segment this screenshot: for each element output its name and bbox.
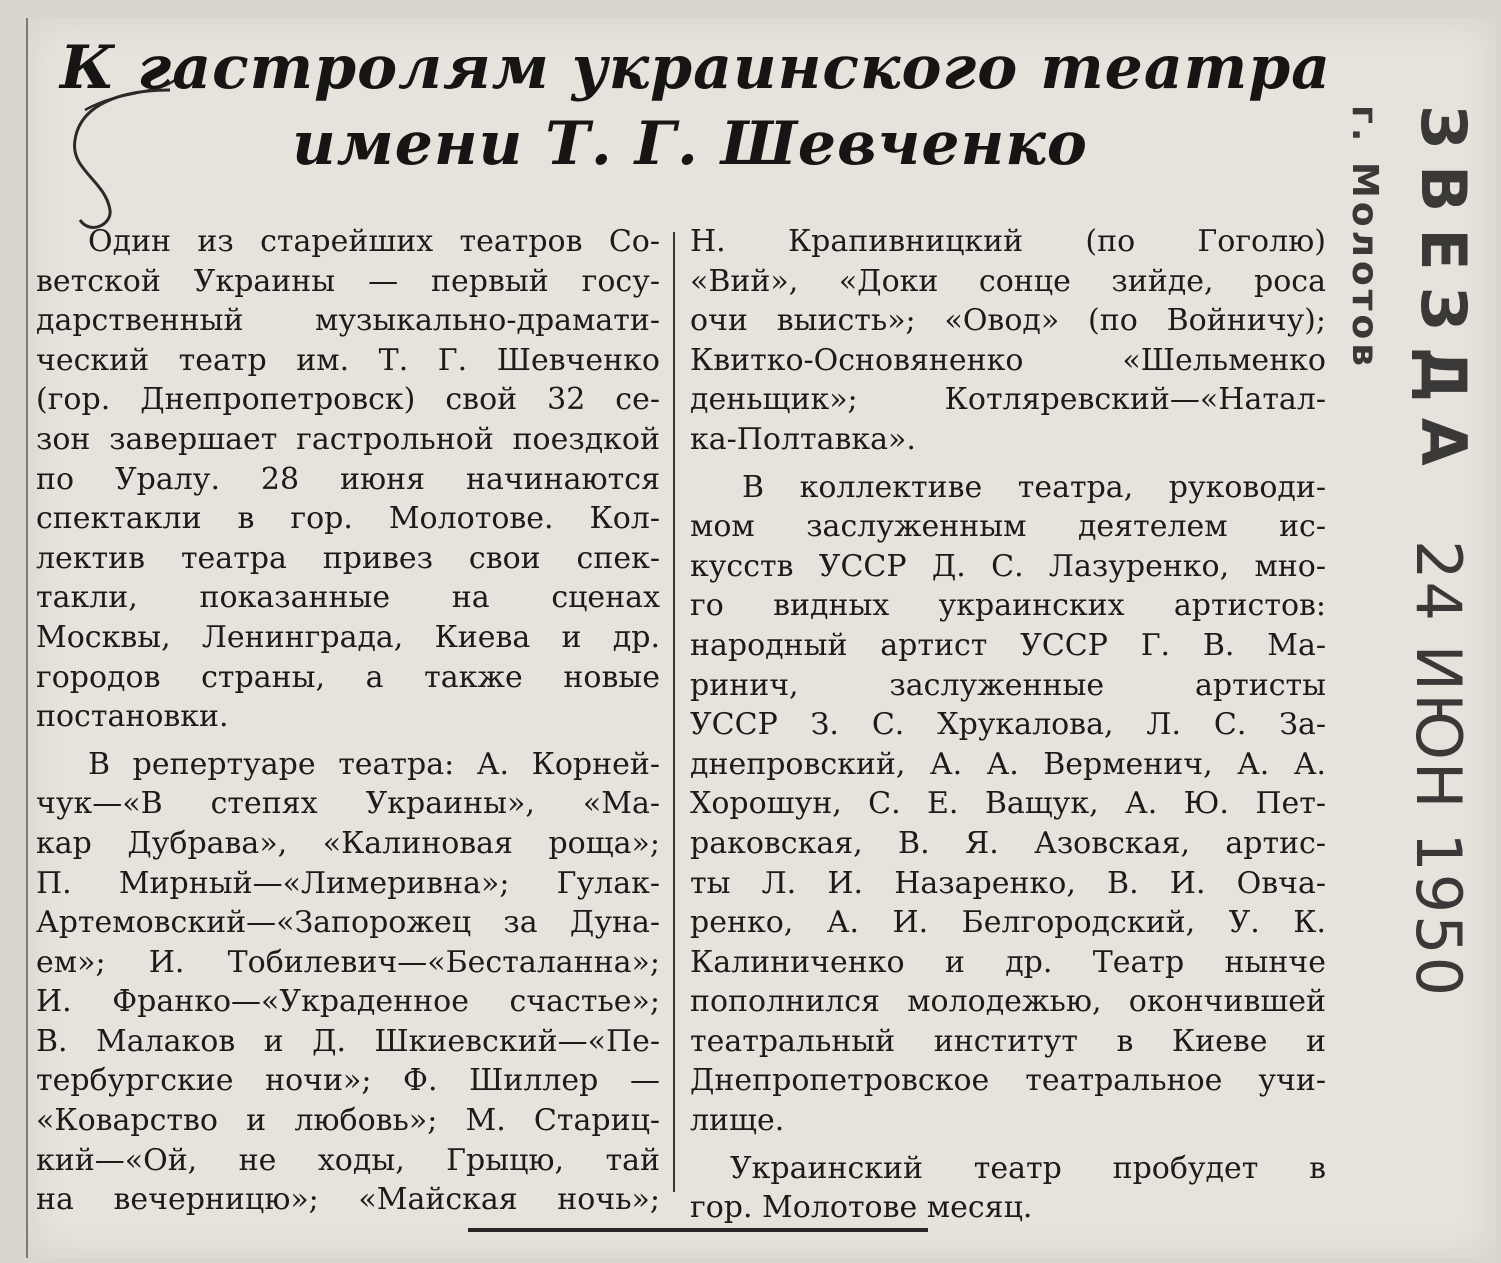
- text-line: кий—«Ой, не ходы, Грыцю, тай: [36, 1142, 660, 1178]
- text-line: мом заслуженным деятелем ис-: [690, 509, 1326, 545]
- text-line: И. Франко—«Украденное счастье»;: [36, 984, 660, 1020]
- text-line: УССР З. С. Хрукалова, Л. С. За-: [690, 707, 1326, 743]
- text-line: такли, показанные на сценах: [36, 580, 660, 616]
- text-line: «Коварство и любовь»; М. Стариц-: [36, 1103, 660, 1139]
- text-line: П. Мирный—«Лимеривна»; Гулак-: [36, 865, 660, 901]
- stamp-date: 24 ИЮН 1950: [1402, 540, 1475, 999]
- headline-line-2: имени Т. Г. Шевченко: [292, 109, 1088, 179]
- text-line: ринич, заслуженные артисты: [690, 667, 1326, 703]
- text-line: дарственный музыкально-драмати-: [36, 303, 660, 339]
- text-line: ем»; И. Тобилевич—«Бесталанна»;: [36, 944, 660, 980]
- text-line: Украинский театр пробудет в: [730, 1150, 1326, 1186]
- text-line: постановки.: [36, 699, 229, 735]
- text-line: Калиниченко и др. Театр нынче: [690, 944, 1326, 980]
- article-column-left: [36, 222, 660, 1220]
- text-line: лектив театра привез свои спек-: [36, 540, 660, 576]
- text-line: ренко, А. И. Белгородский, У. К.: [690, 905, 1326, 941]
- text-line: Н. Крапивницкий (по Гоголю): [690, 224, 1326, 259]
- paper-edge: [1352, 0, 1501, 18]
- text-line: В коллективе театра, руководи-: [742, 469, 1326, 505]
- text-line: днепровский, А. А. Верменич, А. А.: [690, 746, 1326, 782]
- text-line: ветской Украины — первый госу-: [36, 263, 660, 299]
- text-line: (гор. Днепропетровск) свой 32 се-: [36, 382, 660, 418]
- text-line: ка-Полтавка».: [690, 421, 916, 457]
- text-line: зон завершает гастрольной поездкой: [36, 421, 660, 457]
- text-line: ты Л. И. Назаренко, В. И. Овча-: [690, 865, 1326, 901]
- text-line: кусств УССР Д. С. Лазуренко, мно-: [690, 548, 1326, 584]
- stamp-newspaper-name: ЗВЕЗДА: [1407, 105, 1480, 482]
- text-line: чук—«В степях Украины», «Ма-: [36, 786, 660, 822]
- text-line: Артемовский—«Запорожец за Дуна-: [36, 905, 660, 941]
- text-line: народный артист УССР Г. В. Ма-: [690, 627, 1326, 663]
- archive-stamp: [1344, 100, 1495, 999]
- text-line: В. Малаков и Д. Шкиевский—«Пе-: [36, 1023, 660, 1059]
- text-line: лище.: [690, 1103, 785, 1139]
- text-line: спектакли в гор. Молотове. Кол-: [36, 501, 660, 537]
- text-line: городов страны, а также новые: [36, 659, 660, 695]
- text-line: ческий театр им. Т. Г. Шевченко: [36, 342, 660, 378]
- text-line: пополнился молодежью, окончившей: [690, 984, 1326, 1020]
- headline-line-1: К гастролям украинского театра: [60, 33, 1332, 103]
- text-line: по Уралу. 28 июня начинаются: [36, 461, 660, 497]
- text-line: В репертуаре театра: А. Корней-: [88, 746, 660, 782]
- text-line: го видных украинских артистов:: [690, 588, 1326, 624]
- text-line: Один из старейших театров Со-: [88, 224, 660, 259]
- text-line: гор. Молотове месяц.: [690, 1190, 1033, 1226]
- text-line: Днепропетровское театральное учи-: [690, 1063, 1326, 1099]
- article-headline: [60, 30, 1332, 182]
- article-column-right: [690, 222, 1326, 1228]
- text-line: тербургские ночи»; Ф. Шиллер —: [36, 1063, 660, 1099]
- text-line: на вечерницю»; «Майская ночь»;: [36, 1182, 660, 1218]
- column-divider: [673, 232, 675, 1192]
- stamp-city: г. Молотов: [1344, 105, 1385, 371]
- closing-rule: [468, 1228, 928, 1232]
- text-line: Хорошун, С. Е. Ващук, А. Ю. Пет-: [690, 786, 1326, 822]
- text-line: театральный институт в Киеве и: [690, 1023, 1326, 1059]
- text-line: раковская, В. Я. Азовская, артис-: [690, 825, 1326, 861]
- text-line: Квитко-Основяненко «Шельменко: [690, 342, 1326, 378]
- text-line: Москвы, Ленинграда, Киева и др.: [36, 619, 660, 655]
- text-line: кар Дубрава», «Калиновая роща»;: [36, 825, 660, 861]
- text-line: «Вий», «Доки сонце зийде, роса: [690, 263, 1326, 299]
- text-line: очи выисть»; «Овод» (по Войничу);: [690, 303, 1326, 339]
- text-line: деньщик»; Котляревский—«Натал-: [690, 382, 1326, 418]
